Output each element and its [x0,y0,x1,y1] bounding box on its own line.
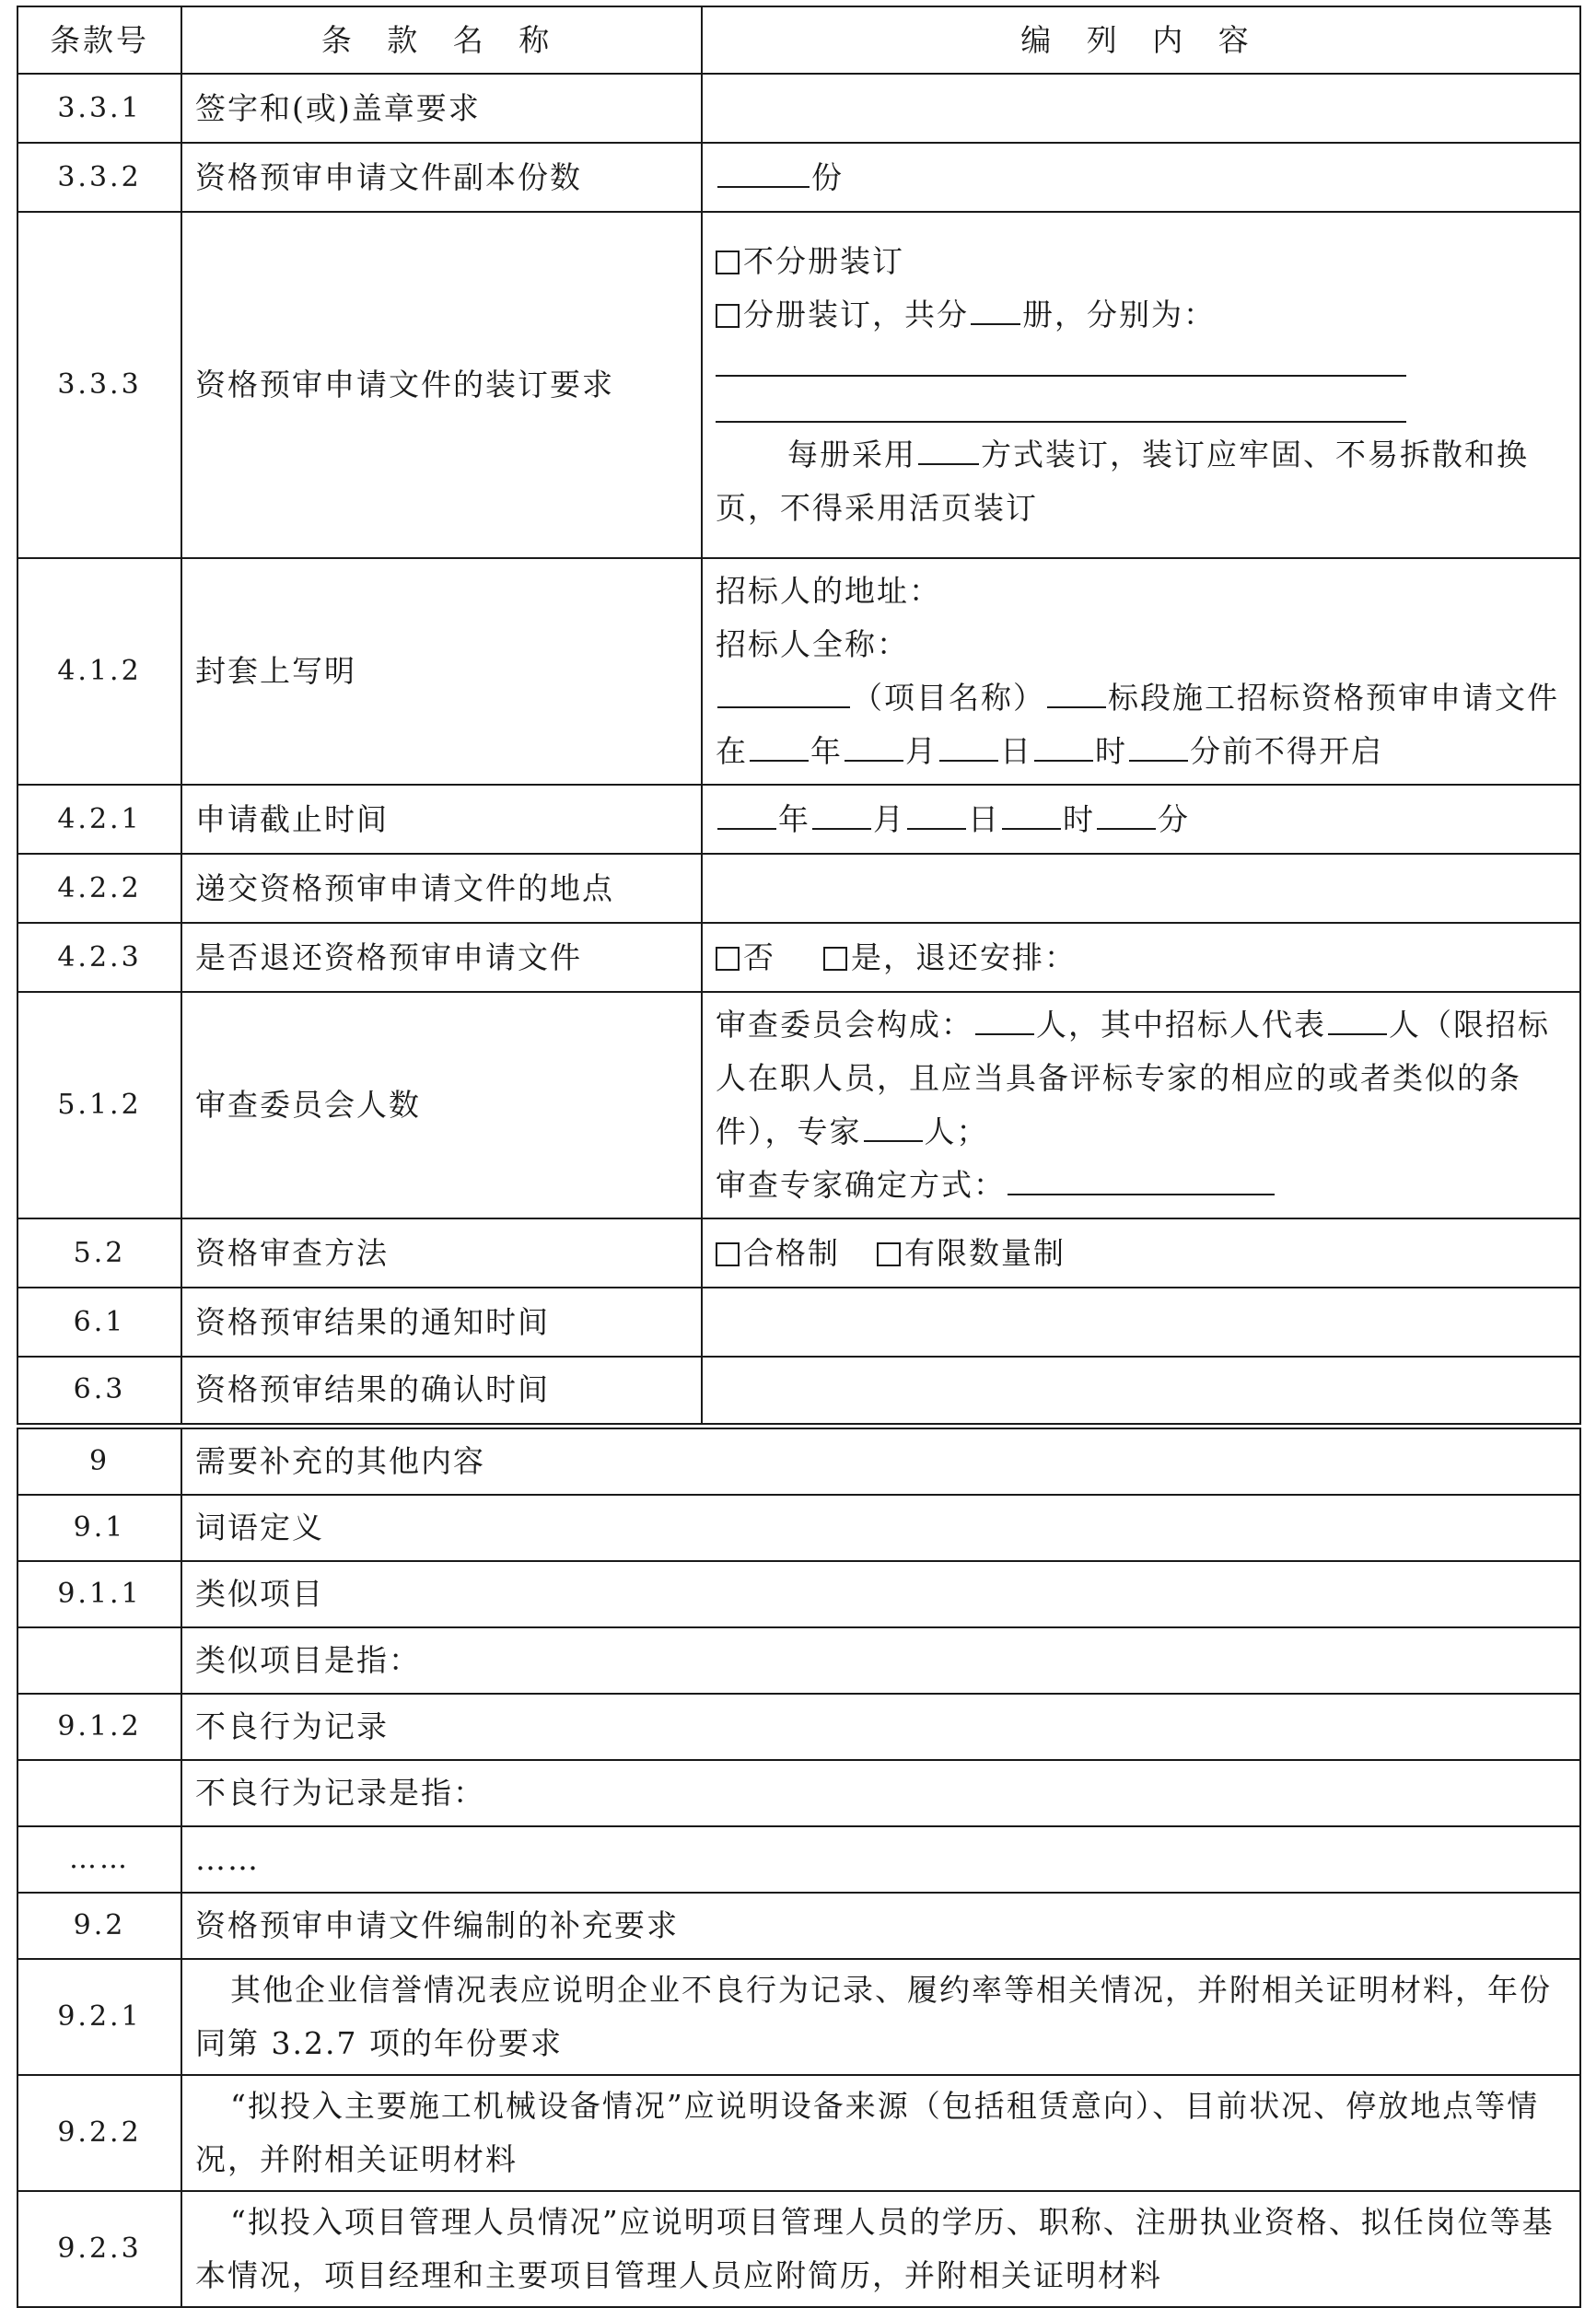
blank-line [975,1002,1034,1035]
blank-line [717,797,776,830]
content-text: 审查专家确定方式： [716,1167,1006,1203]
clause-name: …… [181,1826,1580,1893]
content-text: 月 [905,733,938,769]
content-text: 日 [1000,733,1032,769]
clause-name: 申请截止时间 [181,785,702,854]
option-label: 否 [743,938,775,975]
option-label: 有限数量制 [904,1234,1066,1271]
option-label: 不分册装订 [743,243,904,279]
table-row [17,1357,1580,1426]
table-row [17,1627,1580,1694]
table-row [17,923,1580,992]
content-text: 时 [1063,800,1095,837]
content-text: 月 [873,800,905,837]
table-row [17,1760,1580,1826]
clause-name: 资格预审申请文件副本份数 [181,143,702,212]
content-text: 分前不得开启 [1190,733,1383,769]
content-cell [702,992,1580,1218]
option-label: 册，分别为： [1022,297,1216,332]
table-row [17,2191,1580,2307]
header-clause-name: 条 款 名 称 [181,6,702,74]
clause-name: 递交资格预审申请文件的地点 [181,854,702,923]
table-row [17,785,1580,854]
content-text: 标段施工招标资格预审申请文件在 [716,680,1559,769]
blank-line [1034,729,1093,762]
clause-no: 6.1 [17,1288,181,1357]
blank-line [918,432,979,465]
clause-no: 3.3.1 [17,74,181,143]
clause-no: 9.2 [17,1893,181,1959]
clause-no: 6.3 [17,1357,181,1426]
checkbox [823,947,847,971]
blank-line [1008,1162,1275,1195]
table-row [17,1218,1580,1288]
content-cell [702,143,1580,212]
table-row [17,74,1580,143]
checkbox [716,947,740,971]
checkbox [716,251,740,274]
content-text: 分 [1158,800,1190,837]
blank-line [1002,797,1061,830]
clause-no: 4.2.2 [17,854,181,923]
header-content: 编 列 内 容 [702,6,1580,74]
content-text: 日 [968,800,1000,837]
table-row [17,992,1580,1218]
table-row [17,1893,1580,1959]
table-row [17,1826,1580,1893]
blank-line [864,1109,923,1142]
content-text: （项目名称） [852,680,1045,716]
clause-name: 词语定义 [181,1495,1580,1561]
clause-no: 5.1.2 [17,992,181,1218]
content-cell [702,854,1580,923]
clause-no [17,1760,181,1826]
table-row [17,1288,1580,1357]
clause-no: 9.1 [17,1495,181,1561]
clause-name: 资格预审申请文件的装订要求 [181,212,702,558]
blank-line [1328,1002,1387,1035]
content-text: 方式装订，装订应牢固、不易拆散和换页，不得采用活页装订 [716,437,1529,526]
content-text: 招标人的地址： [716,573,941,609]
content-cell [702,1288,1580,1357]
table-row [17,1694,1580,1760]
content-text: 时 [1095,733,1127,769]
clause-no: 3.3.2 [17,143,181,212]
content-text: 人； [924,1113,989,1149]
clause-no: 4.1.2 [17,558,181,785]
clause-no [17,1627,181,1694]
clause-no: 9.2.3 [17,2191,181,2307]
clause-name: 不良行为记录是指： [181,1760,1580,1826]
header-clause-no: 条款号 [17,6,181,74]
clause-no: 9 [17,1426,181,1495]
option-label: 分册装订，共分 [743,297,969,332]
clause-no: 9.2.1 [17,1959,181,2075]
checkbox [716,1242,740,1266]
content-cell [702,923,1580,992]
clause-no: 3.3.3 [17,212,181,558]
clause-name: 封套上写明 [181,558,702,785]
content-cell [702,74,1580,143]
content-cell [702,1218,1580,1288]
content-text: 人，其中招标人代表 [1036,1007,1326,1043]
clause-name: 签字和(或)盖章要求 [181,74,702,143]
blank-line [716,401,1406,423]
blank-line [971,292,1020,325]
content-text: 年 [810,733,843,769]
blank-line [717,155,810,188]
blank-line [907,797,966,830]
clause-no: 9.1.1 [17,1561,181,1627]
table-row [17,2075,1580,2191]
clause-name: 资格预审申请文件编制的补充要求 [181,1893,1580,1959]
blank-line [1129,729,1188,762]
clause-no: 9.2.2 [17,2075,181,2191]
content-text: 审查委员会构成： [716,1007,973,1043]
blank-line [812,797,871,830]
blank-line [716,355,1406,377]
clause-text: 其他企业信誉情况表应说明企业不良行为记录、履约率等相关情况，并附相关证明材料，年份同第 3.2.7 项的年份要求 [181,1959,1580,2075]
checkbox [716,304,740,328]
table-row [17,854,1580,923]
content-cell [702,785,1580,854]
unit-text: 份 [811,158,844,195]
content-cell [702,558,1580,785]
clause-no: 4.2.1 [17,785,181,854]
clause-text: “拟投入主要施工机械设备情况”应说明设备来源（包括租赁意向）、目前状况、停放地点等情况，并附相关证明材料 [181,2075,1580,2191]
clause-name: 审查委员会人数 [181,992,702,1218]
table-row [17,212,1580,558]
table-row [17,1959,1580,2075]
clause-name: 资格预审结果的通知时间 [181,1288,702,1357]
blank-line [1047,675,1106,708]
clause-name: 不良行为记录 [181,1694,1580,1760]
table-row [17,1561,1580,1627]
blank-line [845,729,903,762]
blank-line [1097,797,1156,830]
checkbox [877,1242,901,1266]
table-row [17,143,1580,212]
table-row [17,1426,1580,1495]
clause-name: 需要补充的其他内容 [181,1426,1580,1495]
content-cell [702,212,1580,558]
clause-text: “拟投入项目管理人员情况”应说明项目管理人员的学历、职称、注册执业资格、拟任岗位等基本情况，项目经理和主要项目管理人员应附简历，并附相关证明材料 [181,2191,1580,2307]
content-text: 招标人全称： [716,626,909,662]
clause-name: 类似项目是指： [181,1627,1580,1694]
clause-name: 资格审查方法 [181,1218,702,1288]
clause-no: …… [17,1826,181,1893]
clause-name: 资格预审结果的确认时间 [181,1357,702,1426]
blank-line [750,729,809,762]
clause-no: 4.2.3 [17,923,181,992]
clause-no: 5.2 [17,1218,181,1288]
content-text: 年 [778,800,810,837]
option-label: 是，退还安排： [851,938,1077,975]
table-row [17,558,1580,785]
clause-name: 是否退还资格预审申请文件 [181,923,702,992]
header-row [17,6,1580,74]
content-text: 人（限招标人在职人员，且应当具备评标专家的相应的或者类似的条件），专家 [716,1007,1550,1149]
blank-line [939,729,998,762]
table-row [17,1495,1580,1561]
content-cell [702,1357,1580,1426]
content-text: 每册采用 [787,437,916,472]
clause-name: 类似项目 [181,1561,1580,1627]
blank-line [717,675,850,708]
clause-no: 9.1.2 [17,1694,181,1760]
option-label: 合格制 [743,1234,840,1271]
data-sheet-table [17,6,1581,2308]
